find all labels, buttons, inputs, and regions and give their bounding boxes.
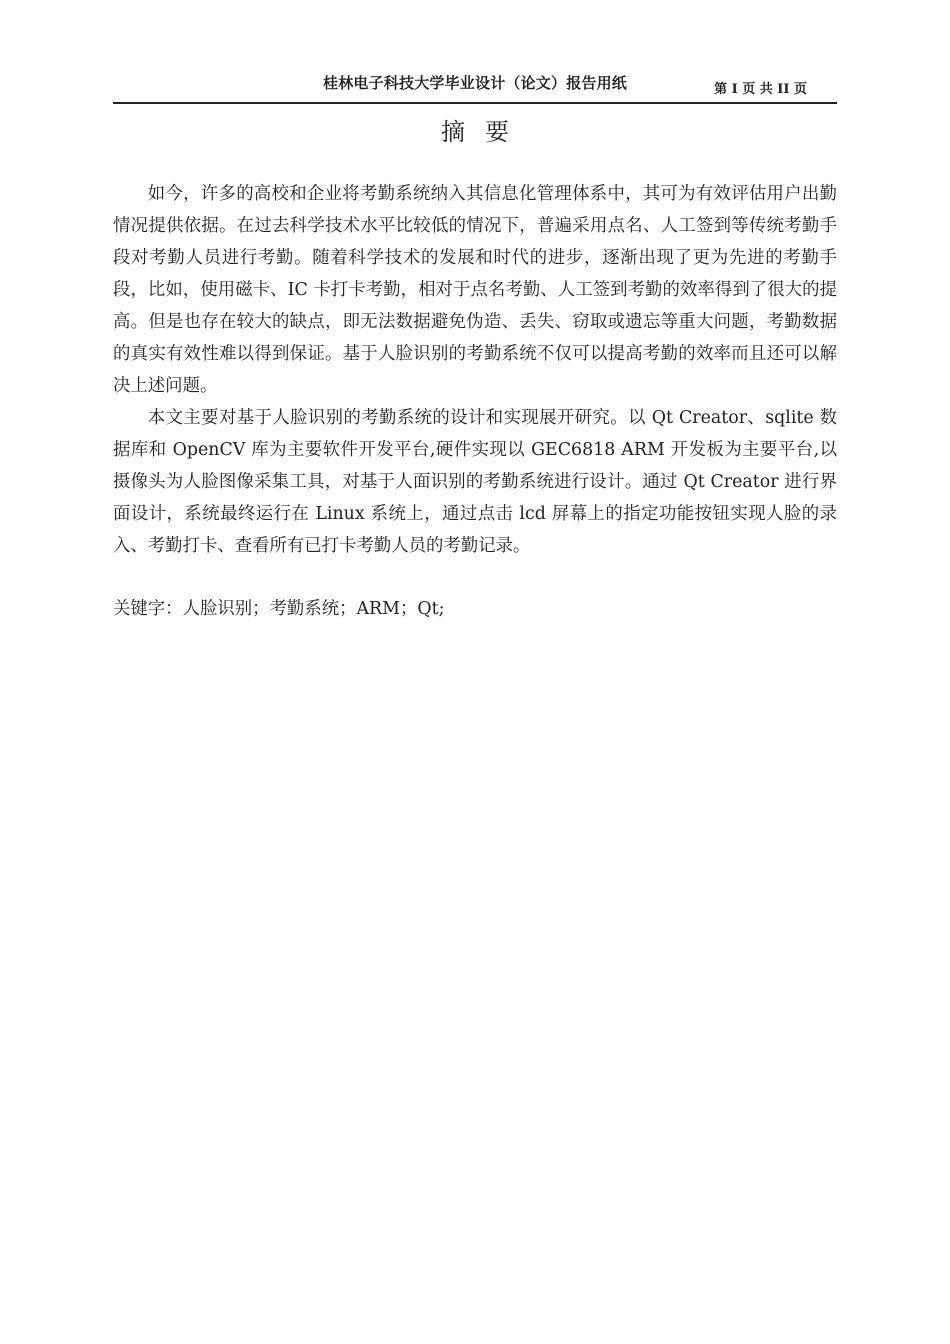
abstract-title: 摘要	[441, 118, 529, 146]
header-page-info: 第 I 页 共 II 页	[714, 82, 807, 97]
keywords-line	[113, 593, 837, 625]
header-title: 桂林电子科技大学毕业设计（论文）报告用纸	[323, 74, 628, 92]
abstract-body	[113, 178, 837, 562]
abstract-paragraph-1: 如今，许多的高校和企业将考勤系统纳入其信息化管理体系中，其可为有效评估用户出勤情况提供依据。在过去科学技术水平比较低的情况下，普遍采用点名、人工签到等传统考勤手段对考勤人员进行考勤。随着科学技术的发展和时代的进步，逐渐出现了更为先进的考勤手段，比如，使用磁卡、IC 卡打卡考勤，相对于点名考勤、人工签到考勤的效率得到了很大的提高。但是也存在较大的缺点，即无法数据避免伪造、丢失、窃取或遗忘等重大问题，考勤数据的真实有效性难以得到保证。基于人脸识别的考勤系统不仅可以提高考勤的效率而且还可以解决上述问题。	[113, 184, 837, 396]
abstract-paragraph-2: 本文主要对基于人脸识别的考勤系统的设计和实现展开研究。以 Qt Creator、sqlite 数据库和 OpenCV 库为主要软件开发平台,硬件实现以 GEC6818 ARM 开发板为主要平台,以摄像头为人脸图像采集工具，对基于人面识别的考勤系统进行设计。通过 Qt Creator 进行界面设计，系统最终运行在 Linux 系统上，通过点击 lcd 屏幕上的指定功能按钮实现人脸的录入、考勤打卡、查看所有已打卡考勤人员的考勤记录。	[113, 408, 837, 556]
keywords-label: 关键字：	[113, 599, 183, 619]
page-header	[113, 64, 837, 104]
keywords-value: 人脸识别；考勤系统；ARM；Qt;	[182, 599, 445, 619]
